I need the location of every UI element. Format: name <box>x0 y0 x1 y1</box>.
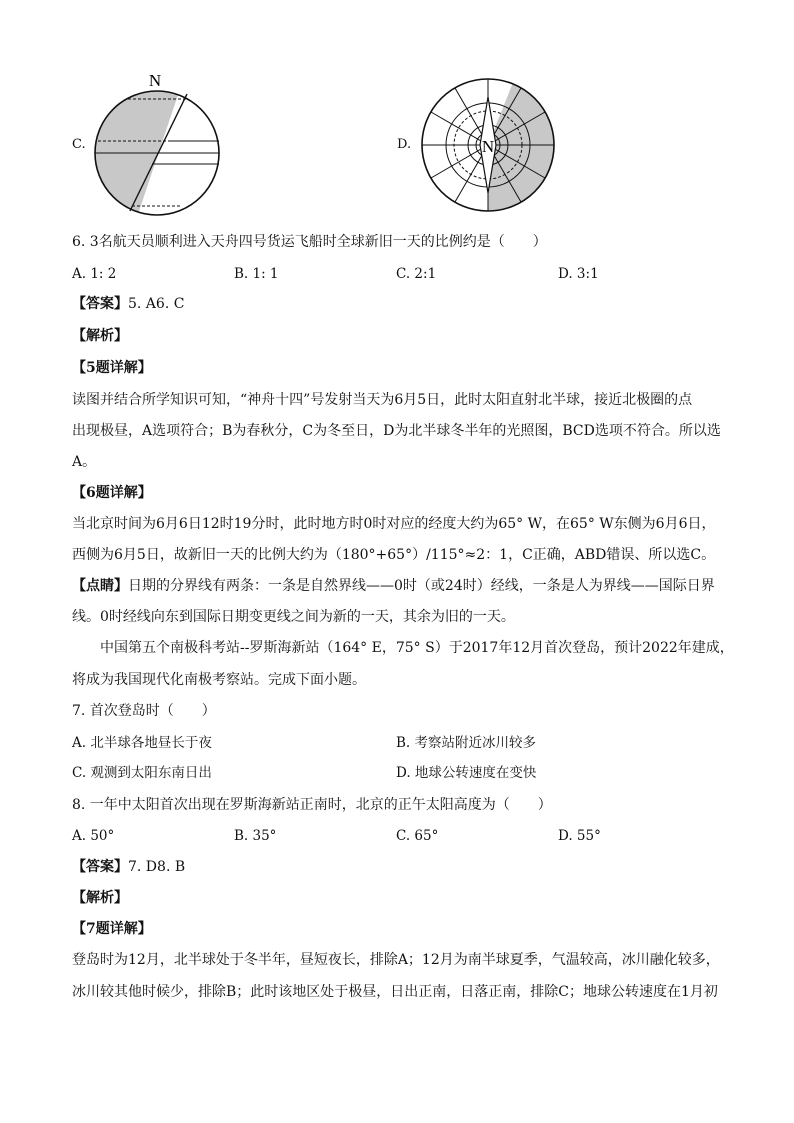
tip-line-2: 线。0时经线向东到国际日期变更线之间为新的一天，其余为旧的一天。 <box>72 609 515 625</box>
q7-option-d: D. 地球公转速度在变快 <box>396 765 537 781</box>
detail6-line-1: 当北京时间为6月6日12时19分时，此时地方时0时对应的经度大约为65° W，在65° W东侧为6月6日， <box>72 516 716 532</box>
detail5-line-3: A。 <box>72 454 97 470</box>
q6-option-c: C. 2:1 <box>396 266 437 282</box>
option-c-label: C. <box>72 137 86 152</box>
q6-option-a: A. 1: 2 <box>72 266 117 282</box>
answer-tag: 【答案】 <box>72 296 128 312</box>
q7-option-b: B. 考察站附近冰川较多 <box>396 735 537 751</box>
passage-line-2: 将成为我国现代化南极考察站。完成下面小题。 <box>72 672 366 688</box>
tip-line-1 <box>72 576 715 596</box>
answer-line-2 <box>72 857 185 877</box>
q8-option-b: B. 35° <box>234 828 277 844</box>
q8-stem: 8. 一年中太阳首次出现在罗斯海新站正南时，北京的正午太阳高度为（ ） <box>72 797 552 813</box>
detail5-line-2: 出现极昼，A选项符合；B为春秋分，C为冬至日，D为北半球冬半年的光照图，BCD选项不符合。所以选 <box>72 423 721 439</box>
answer-tag-2: 【答案】 <box>72 859 128 875</box>
q6-option-d: D. 3:1 <box>558 266 599 282</box>
q8-option-c: C. 65° <box>396 828 439 844</box>
detail6-line-2: 西侧为6月5日，故新旧一天的比例大约为（180°+65°）/115°≈2：1，C正确，ABD错误、所以选C。 <box>72 547 716 563</box>
detail5-line-1: 读图并结合所学知识可知，“神舟十四”号发射当天为6月5日，此时太阳直射北半球，接近北极圈的点 <box>72 392 693 408</box>
detail7-line-2: 冰川较其他时候少，排除B；此时该地区处于极昼，日出正南，日落正南，排除C；地球公转速度在1月初 <box>72 984 718 1000</box>
q7-option-c: C. 观测到太阳东南日出 <box>72 765 212 781</box>
tip-text-1: 日期的分界线有两条：一条是自然界线——0时（或24时）经线，一条是人为界线——国际日界 <box>128 578 715 594</box>
q8-option-d: D. 55° <box>558 828 601 844</box>
detail7-tag: 【7题详解】 <box>72 921 152 937</box>
north-label-d: N <box>481 137 495 156</box>
answer-line-1 <box>72 294 184 314</box>
night-shading <box>90 68 187 220</box>
detail5-tag: 【5题详解】 <box>72 360 152 376</box>
q7-stem: 7. 首次登岛时（ ） <box>72 703 216 719</box>
q7-option-a: A. 北半球各地昼长于夜 <box>72 735 212 751</box>
answer-text: 5. A6. C <box>128 296 185 312</box>
q8-option-a: A. 50° <box>72 828 115 844</box>
analysis-tag-2: 【解析】 <box>72 890 128 906</box>
tip-tag: 【点睛】 <box>72 578 128 594</box>
answer-text-2: 7. D8. B <box>128 859 186 875</box>
diagram-c <box>90 68 230 220</box>
analysis-tag: 【解析】 <box>72 328 128 344</box>
north-label: N <box>148 71 162 90</box>
detail7-line-1: 登岛时为12月，北半球处于冬半年，昼短夜长，排除A；12月为南半球夏季，气温较高，冰川融化较多， <box>72 952 720 968</box>
option-d-label: D. <box>397 137 412 152</box>
q6-option-b: B. 1: 1 <box>234 266 279 282</box>
q6-stem: 6. 3名航天员顺利进入天舟四号货运飞船时全球新旧一天的比例约是（ ） <box>72 234 547 250</box>
detail6-tag: 【6题详解】 <box>72 485 152 501</box>
passage-line-1: 中国第五个南极科考站--罗斯海新站（164° E，75° S）于2017年12月首次登岛，预计2022年建成， <box>100 640 734 656</box>
diagram-d <box>418 75 558 215</box>
